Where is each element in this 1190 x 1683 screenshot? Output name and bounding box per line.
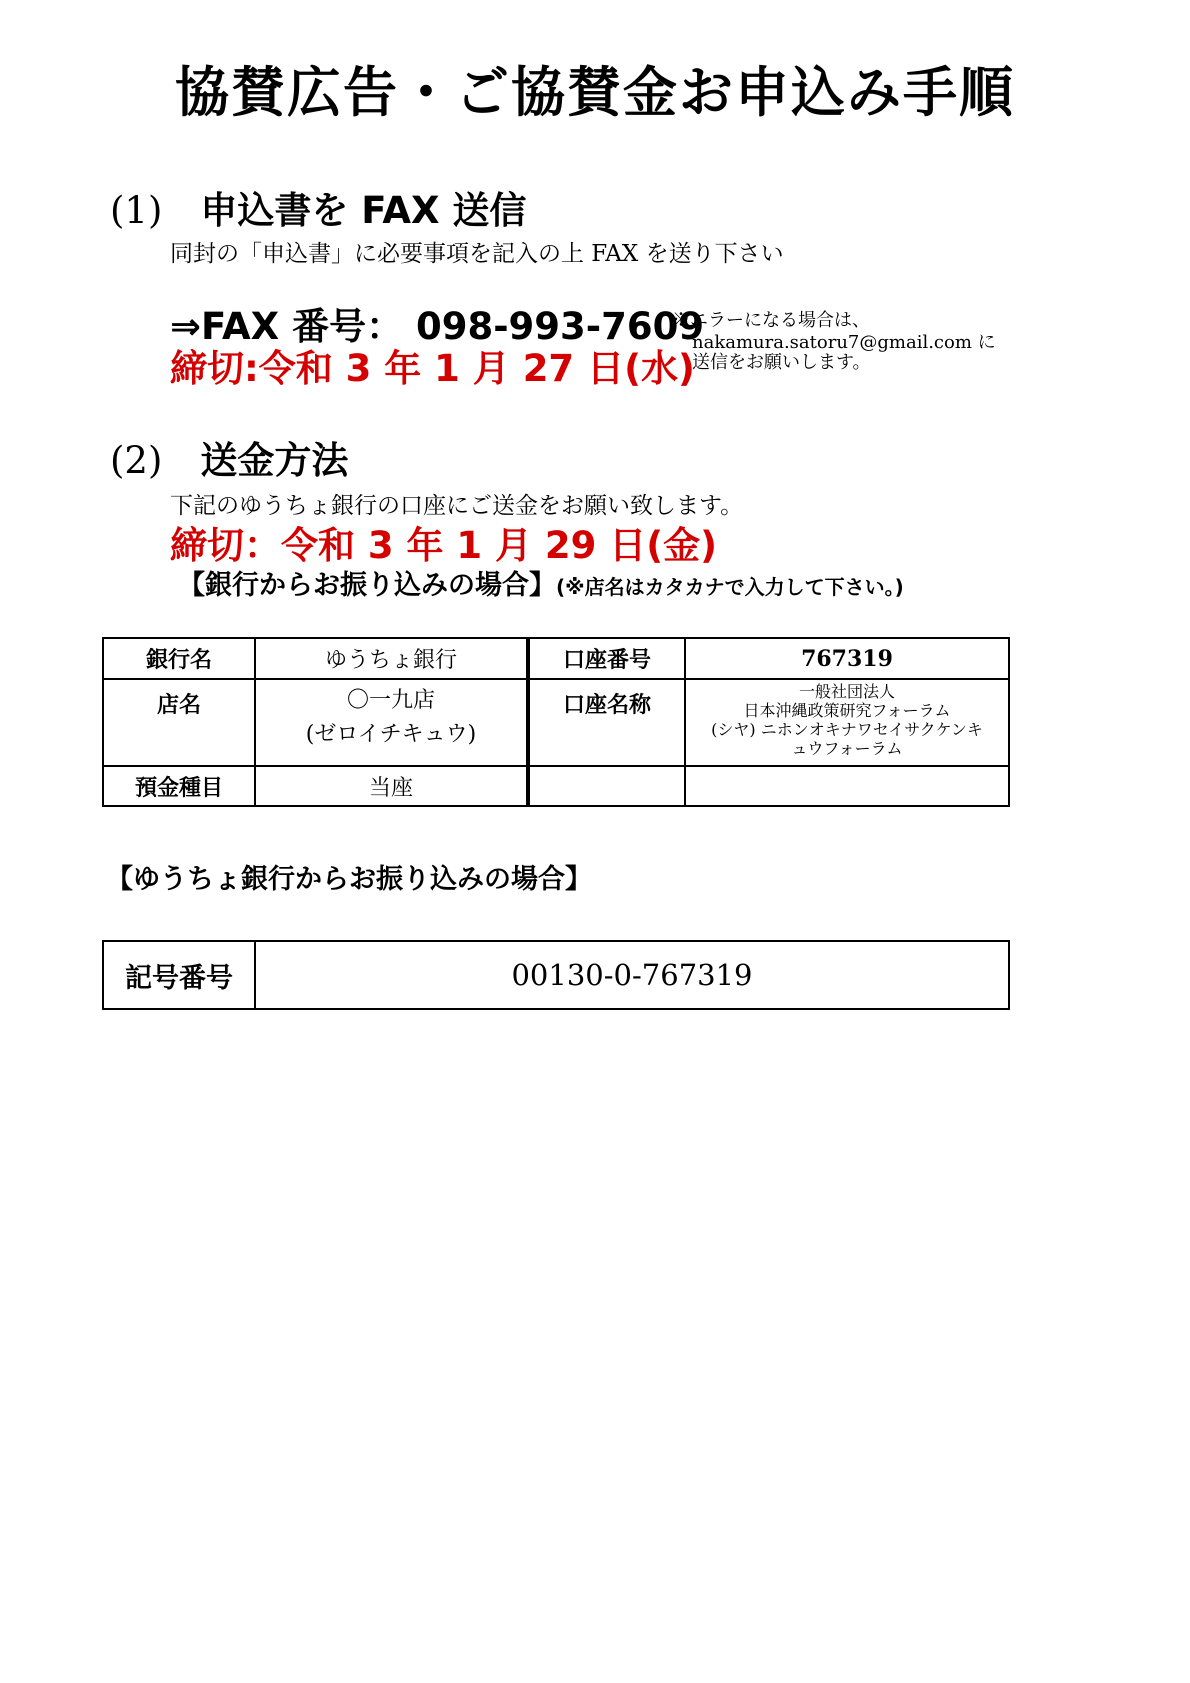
account-name-value	[685, 679, 1009, 766]
account-name-label: 口座名称	[528, 679, 685, 766]
section1-number: (1)	[110, 189, 163, 232]
code-number-value: 00130-0-767319	[255, 941, 1009, 1009]
bank-name-label: 銀行名	[103, 638, 255, 679]
error-note-line3: 送信をお願いします。	[692, 352, 871, 373]
deposit-type-label: 預金種目	[103, 766, 255, 806]
bank-account-table	[102, 637, 1010, 807]
section1-title: 申込書を FAX 送信	[200, 189, 527, 232]
section2-instruction: 下記のゆうちょ銀行の口座にご送金をお願い致します。	[170, 493, 744, 519]
error-note-email: nakamura.satoru7@gmail.com に	[692, 332, 996, 353]
branch-value-kana: (ゼロイチキュウ)	[305, 722, 477, 747]
fax-number: ⇒FAX 番号： 098-993-7609	[170, 305, 705, 348]
account-name-line1: 一般社団法人	[798, 682, 895, 701]
empty-cell	[528, 766, 685, 806]
section2-number: (2)	[110, 439, 163, 482]
yucho-code-table	[102, 940, 1010, 1010]
table-row	[103, 766, 1009, 806]
branch-value	[255, 679, 528, 766]
code-number-label: 記号番号	[103, 941, 255, 1009]
branch-label: 店名	[103, 679, 255, 766]
section1-instruction: 同封の「申込書」に必要事項を記入の上 FAX を送り下さい	[170, 241, 784, 267]
section1-heading	[110, 180, 526, 234]
section2-heading	[110, 430, 348, 484]
bank-transfer-note: (※店名はカタカナで入力して下さい。)	[556, 575, 904, 599]
yucho-transfer-heading: 【ゆうちょ銀行からお振り込みの場合】	[106, 864, 592, 895]
empty-cell	[685, 766, 1009, 806]
error-note-line1: ※エラーになる場合は、	[672, 310, 870, 331]
page-title: 協賛広告・ご協賛金お申込み手順	[175, 61, 1015, 124]
section2-title: 送金方法	[200, 439, 349, 482]
account-number-value: 767319	[685, 638, 1009, 679]
deposit-type-value: 当座	[255, 766, 528, 806]
fax-deadline: 締切:令和 3 年 1 月 27 日(水)	[170, 347, 695, 390]
bank-transfer-title: 【銀行からお振り込みの場合】	[178, 570, 556, 601]
bank-name-value: ゆうちょ銀行	[255, 638, 528, 679]
table-row	[103, 638, 1009, 679]
bank-transfer-heading	[178, 563, 904, 602]
table-row	[103, 941, 1009, 1009]
transfer-deadline: 締切：令和 3 年 1 月 29 日(金)	[170, 524, 718, 567]
account-name-line4: ュウフォーラム	[791, 739, 903, 758]
account-name-line2: 日本沖縄政策研究フォーラム	[743, 701, 951, 720]
branch-value-name: 〇一九店	[346, 688, 435, 713]
account-number-label: 口座番号	[528, 638, 685, 679]
table-row	[103, 679, 1009, 766]
account-name-line3: (シヤ) ニホンオキナワセイサクケンキ	[711, 720, 983, 739]
